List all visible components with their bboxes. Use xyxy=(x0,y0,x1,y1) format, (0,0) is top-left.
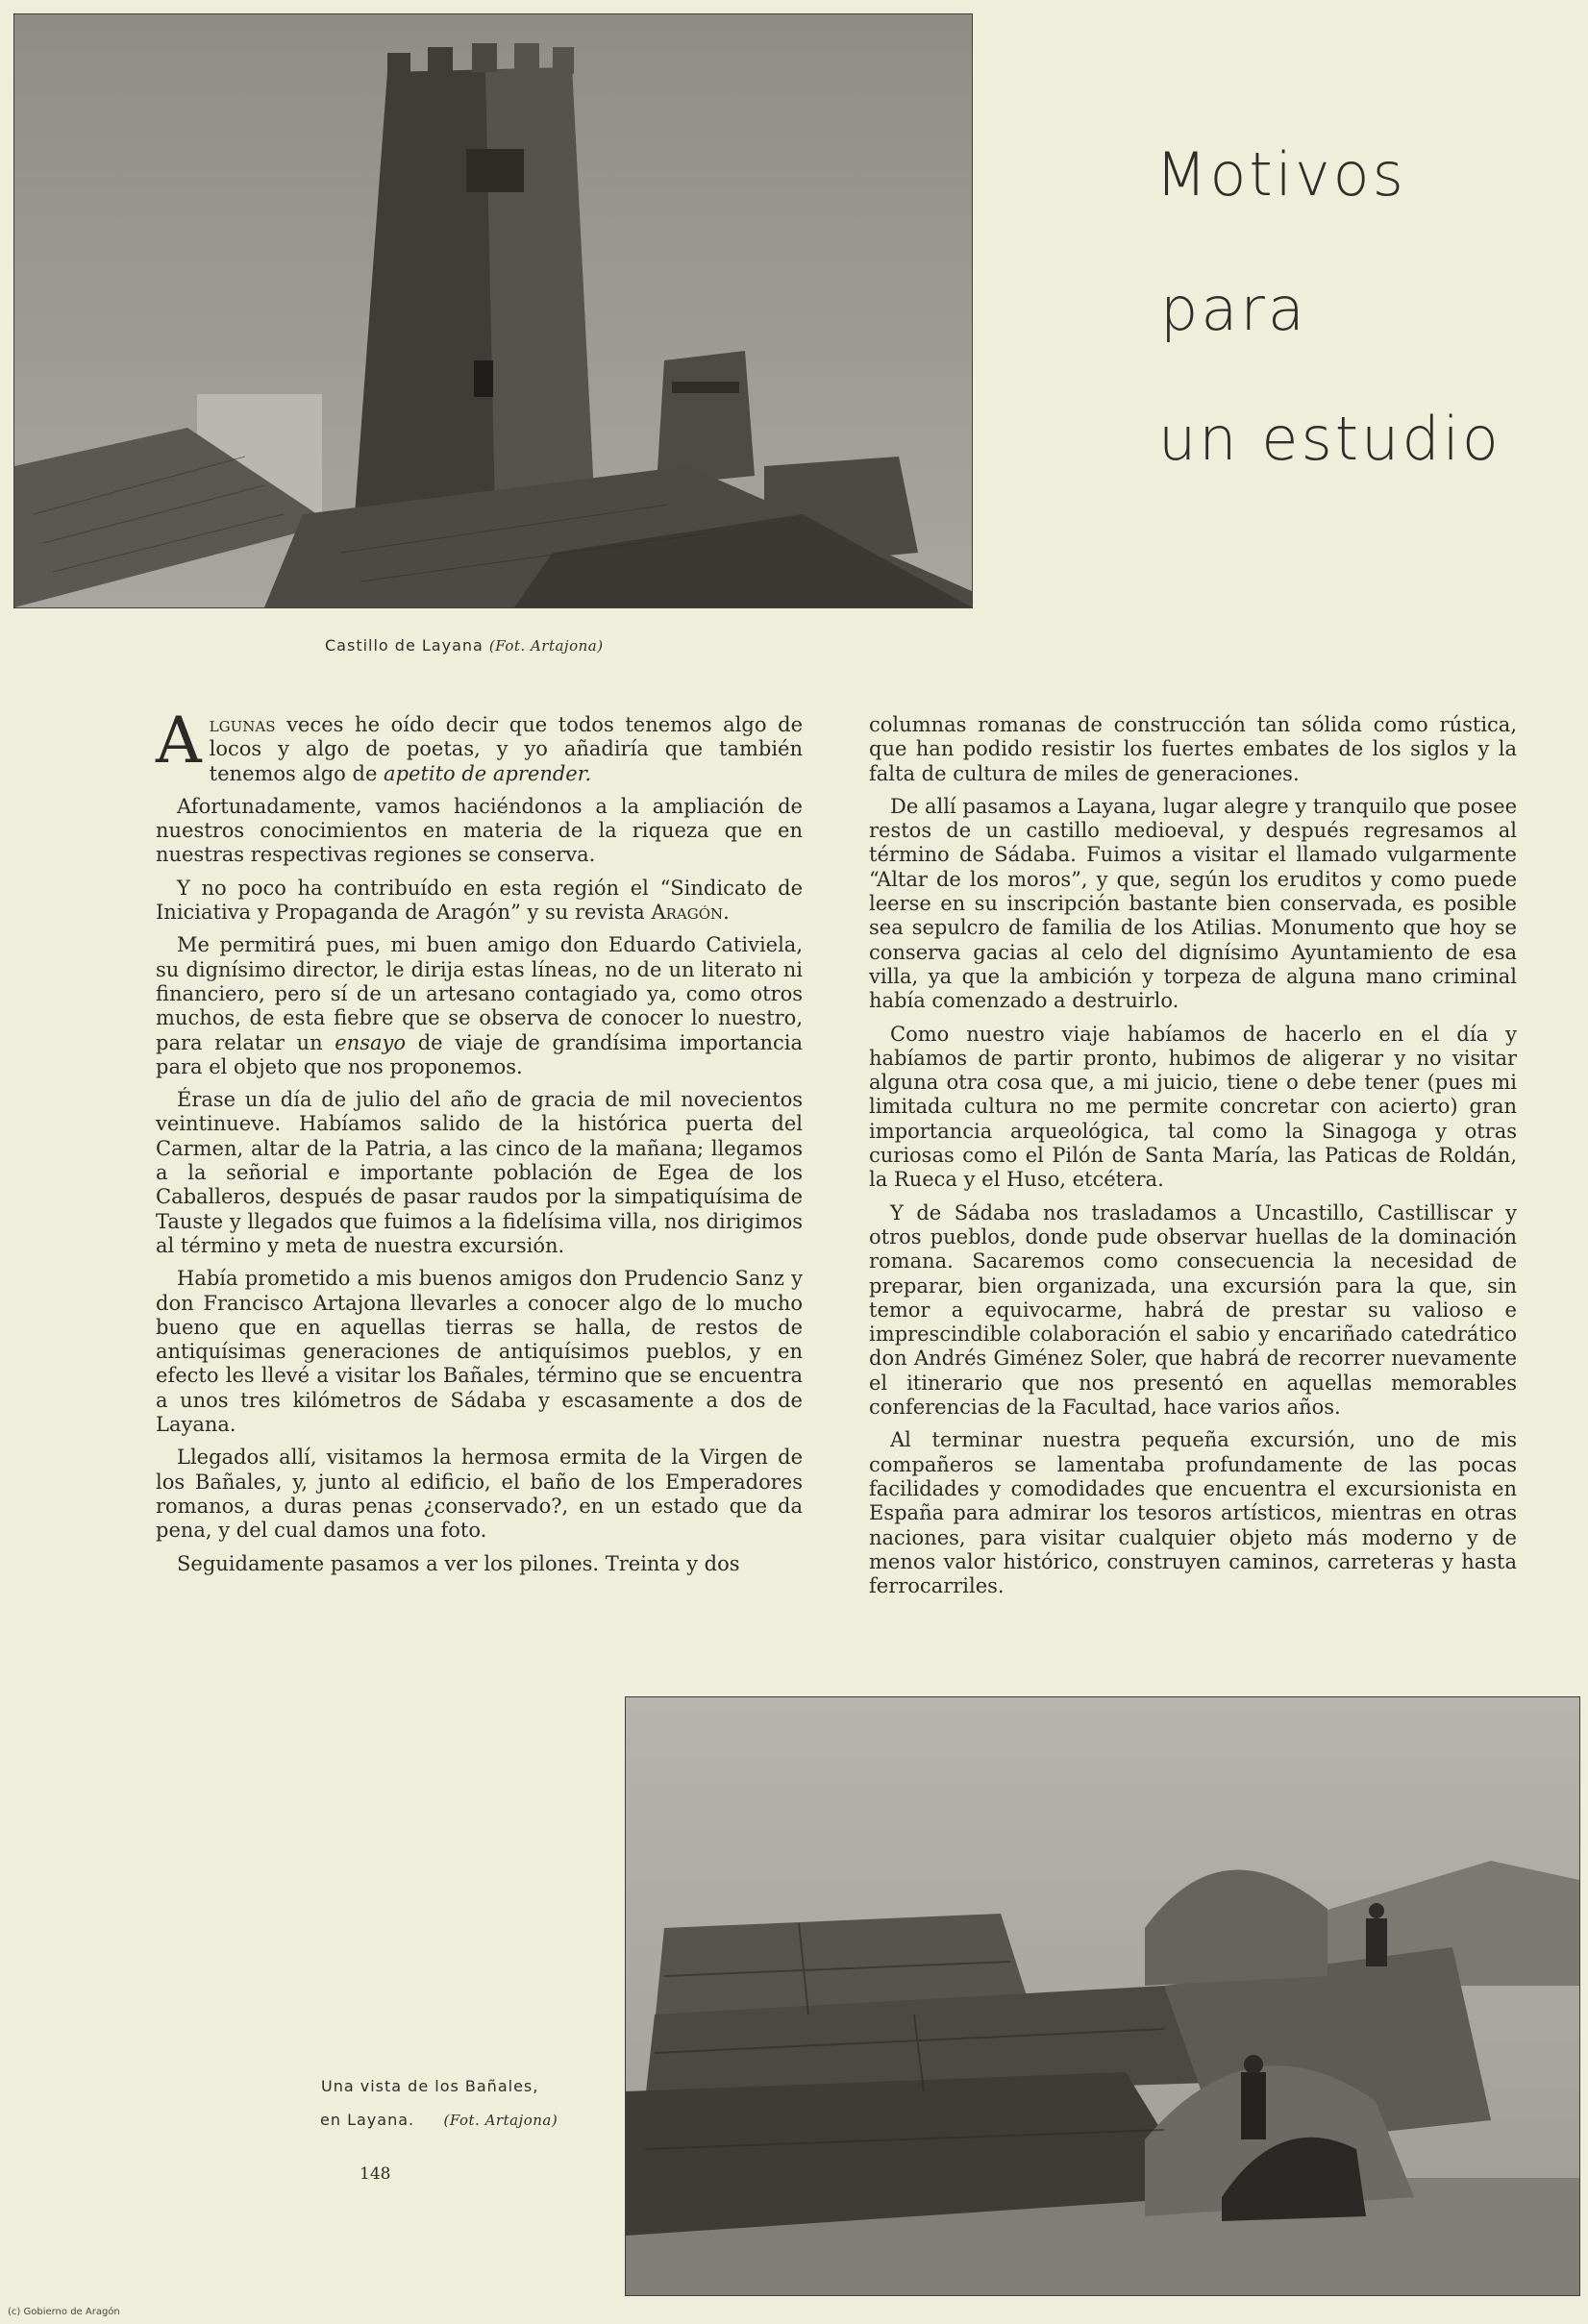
castle-photo xyxy=(13,13,973,608)
banales-photo xyxy=(625,1696,1580,2296)
paragraph: Como nuestro viaje habíamos de hacerlo en el día y habíamos de partir pronto, hubimos de aligerar y no visitar alguna otra cosa que, a mi juicio, tiene o debe tener (pues mi limitada cultura no me permite concretar con acierto) gran importancia arqueológica, tal como la Sinagoga y otras curiosas como el Pilón de Santa María, las Paticas de Roldán, la Rueca y el Huso, etcétera. xyxy=(869,1022,1517,1192)
paragraph-text: Y no poco ha contribuído en esta región el “Sindicato de Iniciativa y Propaganda de Aragón” y su revista xyxy=(156,876,803,925)
banales-caption-text: en Layana. xyxy=(320,2111,415,2129)
paragraph: Había prometido a mis buenos amigos don Prudencio Sanz y don Francisco Artajona llevarles a conocer algo de lo mucho bueno que en aquellas tierras se halla, de restos de antiquísimas generaciones de antiquísimos pueblos, y en efecto les llevé a visitar los Bañales, término que se encuentra a unos tres kilómetros de Sádaba y escasamente a dos de Layana. xyxy=(156,1267,803,1437)
castle-caption-credit: (Fot. Artajona) xyxy=(488,637,604,655)
paragraph: Llegados allí, visitamos la hermosa ermita de la Virgen de los Bañales, y, junto al edificio, el baño de los Emperadores romanos, a duras penas ¿conservado?, en un estado que da pena, y del cual damos una foto. xyxy=(156,1446,803,1543)
banales-photo-illustration xyxy=(626,1697,1579,2295)
copyright-notice: (c) Gobierno de Aragón xyxy=(8,2307,120,2317)
paragraph: columnas romanas de construcción tan sólida como rústica, que han podido resistir los fuertes embates de los siglos y la falta de cultura de miles de generaciones. xyxy=(869,713,1517,785)
article-title-line-3: un estudio xyxy=(1158,404,1501,474)
castle-caption-text: Castillo de Layana xyxy=(325,636,484,655)
magazine-name: Aragón. xyxy=(651,901,730,925)
page-number: 148 xyxy=(360,2164,391,2184)
paragraph xyxy=(156,933,803,1079)
paragraph: Y de Sádaba nos trasladamos a Uncastillo, Castilliscar y otros pueblos, donde pude observar huellas de la dominación romana. Sacaremos como consecuencia la necesidad de preparar, bien organizada, una excursión para la que, sin temor a equivocarme, habrá de prestar su valioso e imprescindible colaboración el sabio y encariñado catedrático don Andrés Giménez Soler, que habrá de recorrer nuevamente el itinerario que nos presentó en aquellas memorables conferencias de la Facultad, hace varios años. xyxy=(869,1200,1517,1420)
paragraph xyxy=(156,877,803,926)
castle-photo-caption xyxy=(325,636,604,655)
article-column-right xyxy=(869,713,1517,1607)
paragraph: Seguidamente pasamos a ver los pilones. Treinta y dos xyxy=(177,1551,740,1575)
paragraph-text: Me permitirá pues, mi buen amigo don Eduardo Cativiela, su dignísimo director, le dirija estas líneas, no de un literato ni financiero, pero sí de un artesano contagiado ya, como otros muchos, de esta fiebre que se observa de conocer lo nuestro, para relatar un xyxy=(156,933,803,1054)
paragraph-italic: apetito de aprender. xyxy=(384,761,592,785)
paragraph xyxy=(156,704,803,786)
paragraph: Al terminar nuestra pequeña excursión, uno de mis compañeros se lamentaba profundamente de las pocas facilidades y comodidades que encuentra el excursionista en España para admirar los tesoros artísticos, mientras en otras naciones, para visitar cualquier objeto más moderno y de menos valor histórico, construyen caminos, carreteras y hasta ferrocarriles. xyxy=(869,1428,1517,1598)
paragraph-text: de viaje de grandísima importancia para el objeto que nos proponemos. xyxy=(156,1030,803,1078)
opening-smallcaps: lgunas xyxy=(209,713,276,736)
paragraph: Érase un día de julio del año de gracia de mil novecientos veintinueve. Habíamos salido de la histórica puerta del Carmen, altar de la Patria, a las cinco de la mañana; llegamos a la señorial e importante población de Egea de los Caballeros, después de pasar raudos por la simpatiquísima de Tauste y llegados que fuimos a la fidelísima villa, nos dirigimos al término y meta de nuestra excursión. xyxy=(156,1088,803,1257)
paragraph-text: veces he oído decir que todos tenemos algo de locos y algo de poetas, y yo añadiría que también tenemos algo de xyxy=(209,713,803,785)
castle-photo-illustration xyxy=(14,14,972,607)
paragraph: De allí pasamos a Layana, lugar alegre y tranquilo que posee restos de un castillo medioeval, y después regresamos al término de Sádaba. Fuimos a visitar el llamado vulgarmente “Altar de los moros”, y que, según los eruditos y como puede leerse en su inscripción bastante bien conservada, es posible sea sepulcro de familia de los Atilias. Monumento que hoy se conserva gacias al celo del dignísimo Ayuntamiento de esa villa, ya que la ambición y torpeza de alguna mano criminal había comenzado a destruirlo. xyxy=(869,794,1517,1013)
article-title-line-1: Motivos xyxy=(1155,139,1406,210)
banales-photo-caption-line-1: Una vista de los Bañales, xyxy=(321,2077,539,2095)
article-column-left xyxy=(156,704,803,1585)
drop-cap: A xyxy=(156,704,202,778)
banales-caption-credit: (Fot. Artajona) xyxy=(443,2112,558,2129)
article-title-line-2: para xyxy=(1160,274,1307,344)
paragraph-italic: ensayo xyxy=(335,1030,407,1054)
paragraph: Afortunadamente, vamos haciéndonos a la ampliación de nuestros conocimientos en materia de la riqueza que en nuestras respectivas regiones se conserva. xyxy=(156,794,803,867)
banales-photo-caption-line-2 xyxy=(320,2111,558,2129)
